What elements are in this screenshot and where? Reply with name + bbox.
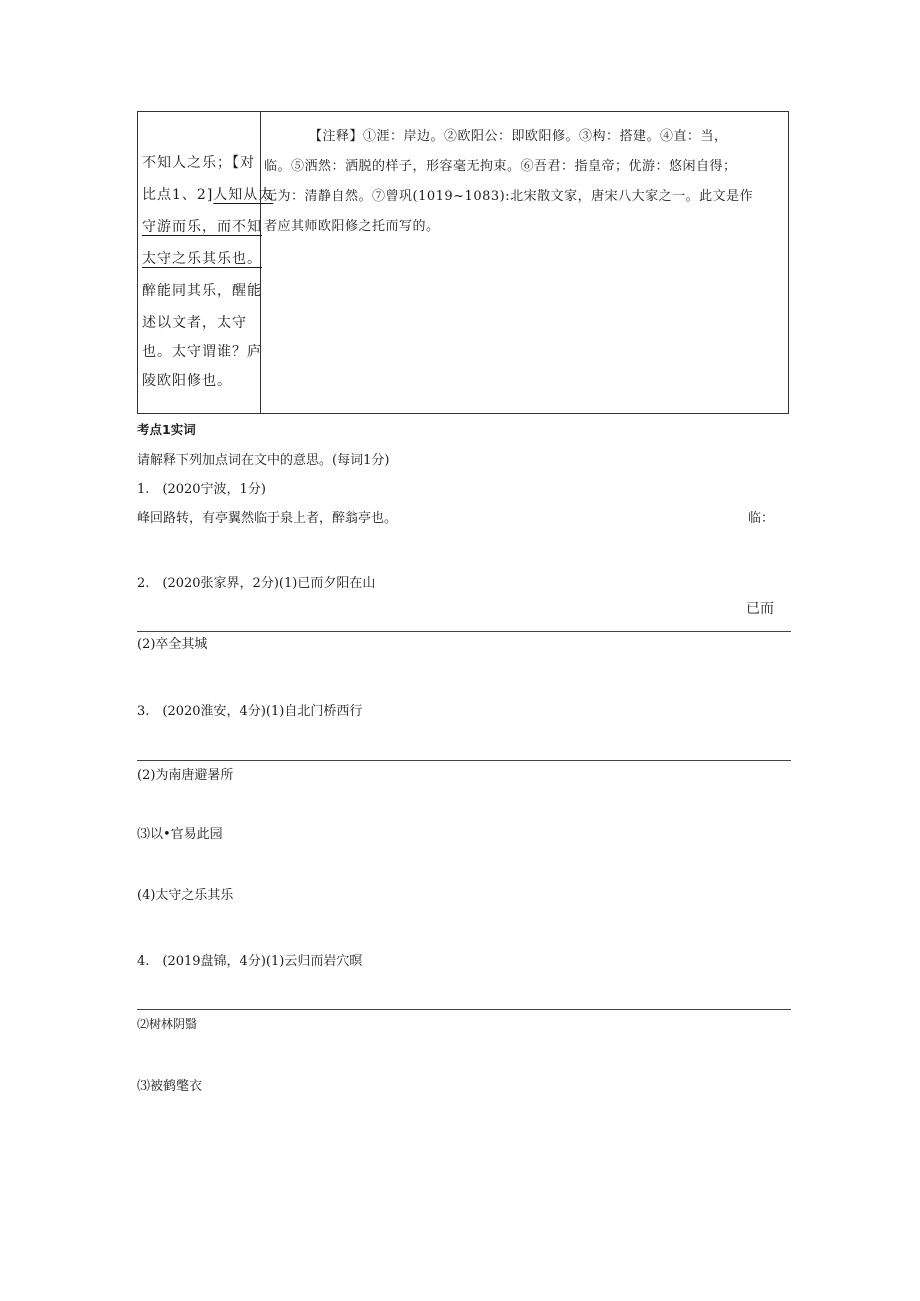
section-title: 考点1实词	[137, 422, 196, 437]
question-4-sub-3: ⑶被鹤氅衣	[137, 1079, 203, 1094]
note-line: 临。⑤洒然：洒脱的样子，形容毫无拘束。⑥吾君：指皇帝；优游：悠闲自得；	[264, 159, 737, 174]
answer-label: 临：	[748, 511, 775, 526]
question-1-sentence: 峰回路转，有亭翼然临于泉上者，醉翁亭也。	[137, 511, 398, 526]
answer-line[interactable]	[137, 760, 791, 761]
question-4-sub-2: ⑵树林阴翳	[137, 1017, 198, 1031]
question-2-sub-2: (2)卒全其城	[137, 637, 208, 652]
question-3-head: 3. (2020淮安，4分)(1)自北门桥西行	[137, 704, 363, 719]
answer-line[interactable]	[137, 631, 791, 632]
question-3-sub-2: (2)为南唐避暑所	[137, 768, 234, 783]
underlined-text: 守游而乐，而不知	[142, 219, 262, 235]
question-1-head: 1. (2020宁波，1分)	[137, 482, 266, 497]
instruction: 请解释下列加点词在文中的意思。(每词1分)	[137, 453, 390, 468]
question-3-sub-3: ⑶以•官易此园	[137, 827, 223, 842]
question-4-head: 4. (2019盘锦，4分)(1)云归而岩穴暝	[137, 954, 363, 969]
answer-label: 已而	[746, 601, 774, 617]
passage-line: 也。太守谓谁？庐	[142, 344, 262, 360]
passage-line: 不知人之乐；【对	[142, 155, 255, 171]
passage-line	[142, 184, 273, 204]
question-3-sub-4: (4)太守之乐其乐	[137, 888, 234, 903]
passage-table	[137, 111, 789, 414]
note-line: 【注释】①涯：岸边。②欧阳公：即欧阳修。③构：搭建。④直：当，	[309, 129, 728, 144]
underlined-text: 太守之乐其乐也。	[142, 251, 262, 267]
passage-line: 述以文者，太守	[142, 315, 247, 331]
passage-line: 陵欧阳修也。	[142, 373, 232, 389]
note-line: 无为：清静自然。⑦曾巩(1019~1083):北宋散文家，唐宋八大家之一。此文是作	[264, 189, 754, 204]
answer-line[interactable]	[137, 1009, 791, 1010]
note-line: 者应其师欧阳修之托而写的。	[264, 219, 440, 234]
passage-line: 醉能同其乐，醒能	[142, 283, 262, 299]
underlined-text: 人知从太	[213, 187, 274, 203]
passage-line-part: 比点1、2]	[142, 187, 214, 203]
question-2-head: 2. (2020张家界，2分)(1)已而夕阳在山	[137, 576, 376, 591]
